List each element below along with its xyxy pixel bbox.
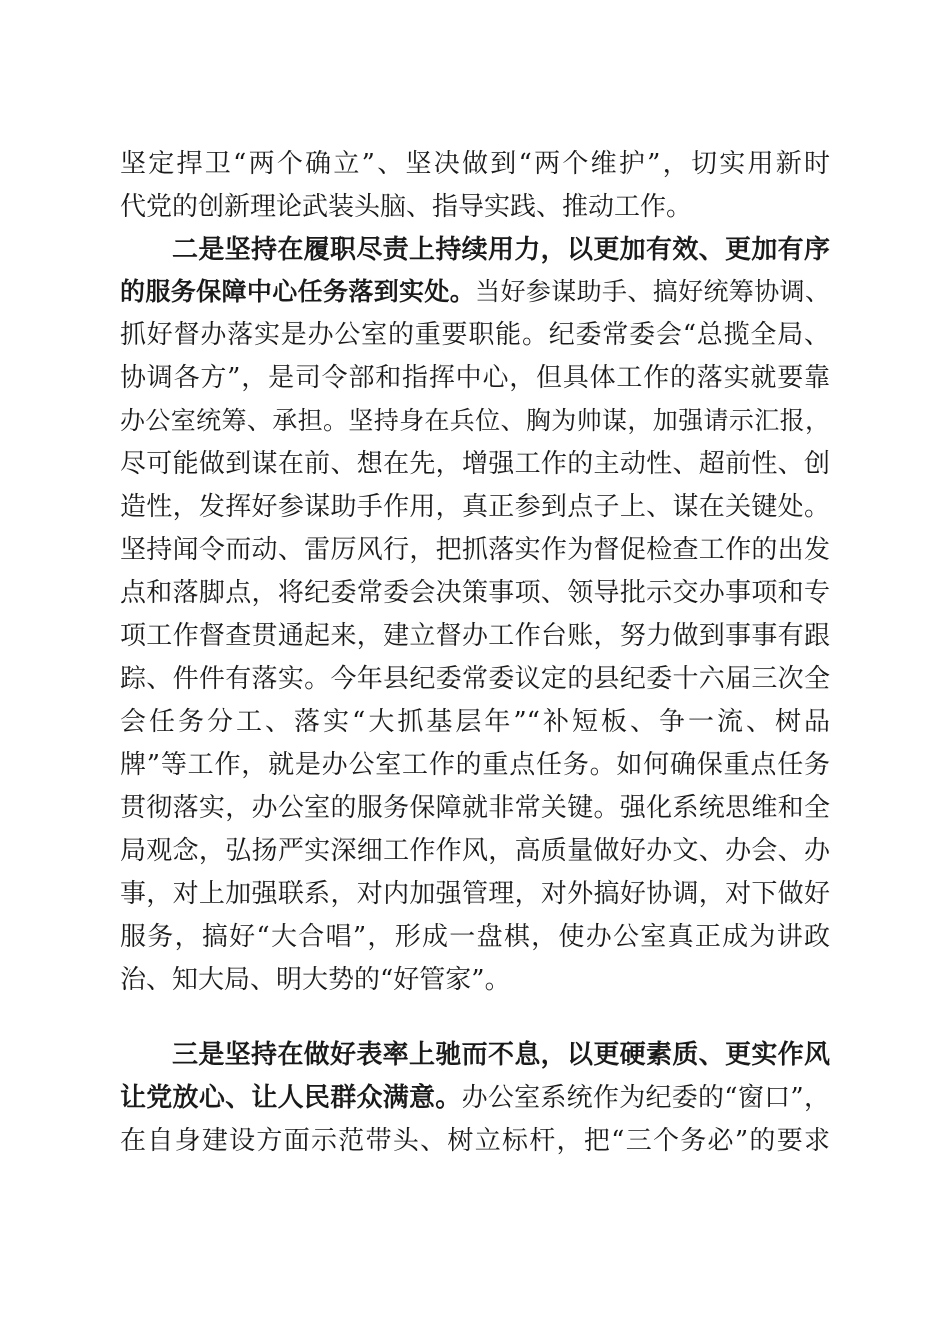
text-line: 坚持闻令而动、雷厉风行，把抓落实作为督促检查工作的出发 (120, 535, 830, 565)
text-line: 踪、件件有落实。今年县纪委常委议定的县纪委十六届三次全 (120, 664, 830, 694)
paragraph-heading-tail: 让党放心、让人民群众满意。 (120, 1083, 462, 1113)
text-line: 协调各方”，是司令部和指挥中心，但具体工作的落实就要靠 (120, 363, 830, 393)
text-line: 办公室统筹、承担。坚持身在兵位、胸为帅谋，加强请示汇报， (120, 406, 830, 435)
text-line: 局观念，弘扬严实深细工作作风，高质量做好办文、办会、办 (120, 836, 830, 866)
paragraph-heading-line: 三是坚持在做好表率上驰而不息，以更硬素质、更实作风 (172, 1040, 830, 1070)
text-line: 在自身建设方面示范带头、树立标杆，把“三个务必”的要求 (120, 1126, 830, 1156)
paragraph-heading-tail: 的服务保障中心任务落到实处。 (120, 277, 476, 306)
text-line: 事，对上加强联系，对内加强管理，对外搞好协调，对下做好 (120, 879, 830, 909)
text-line: 造性，发挥好参谋助手作用，真正参到点子上、谋在关键处。 (120, 492, 830, 522)
text-line: 点和落脚点，将纪委常委会决策事项、领导批示交办事项和专 (120, 578, 830, 608)
text-line: 尽可能做到谋在前、想在先，增强工作的主动性、超前性、创 (120, 449, 830, 479)
text-line: 坚定捍卫“两个确立”、坚决做到“两个维护”，切实用新时 (120, 149, 830, 179)
text-line: 治、知大局、明大势的“好管家”。 (120, 965, 511, 995)
text-line: 让党放心、让人民群众满意。办公室系统作为纪委的“窗口”， (120, 1083, 830, 1113)
text-line: 抓好督办落实是办公室的重要职能。纪委常委会“总揽全局、 (120, 320, 830, 350)
text-line: 贯彻落实，办公室的服务保障就非常关键。强化系统思维和全 (120, 793, 830, 823)
text-line: 会任务分工、落实“大抓基层年”“补短板、争一流、树品 (120, 707, 830, 737)
text-line: 代党的创新理论武装头脑、指导实践、推动工作。 (120, 192, 693, 222)
text-line: 牌”等工作，就是办公室工作的重点任务。如何确保重点任务 (120, 750, 830, 780)
text-line: 服务，搞好“大合唱”，形成一盘棋，使办公室真正成为讲政 (120, 922, 830, 952)
text-line: 的服务保障中心任务落到实处。当好参谋助手、搞好统筹协调、 (120, 277, 830, 306)
paragraph-heading-line: 二是坚持在履职尽责上持续用力，以更加有效、更加有序 (172, 235, 830, 265)
text-line: 项工作督查贯通起来，建立督办工作台账，努力做到事事有跟 (120, 621, 830, 651)
